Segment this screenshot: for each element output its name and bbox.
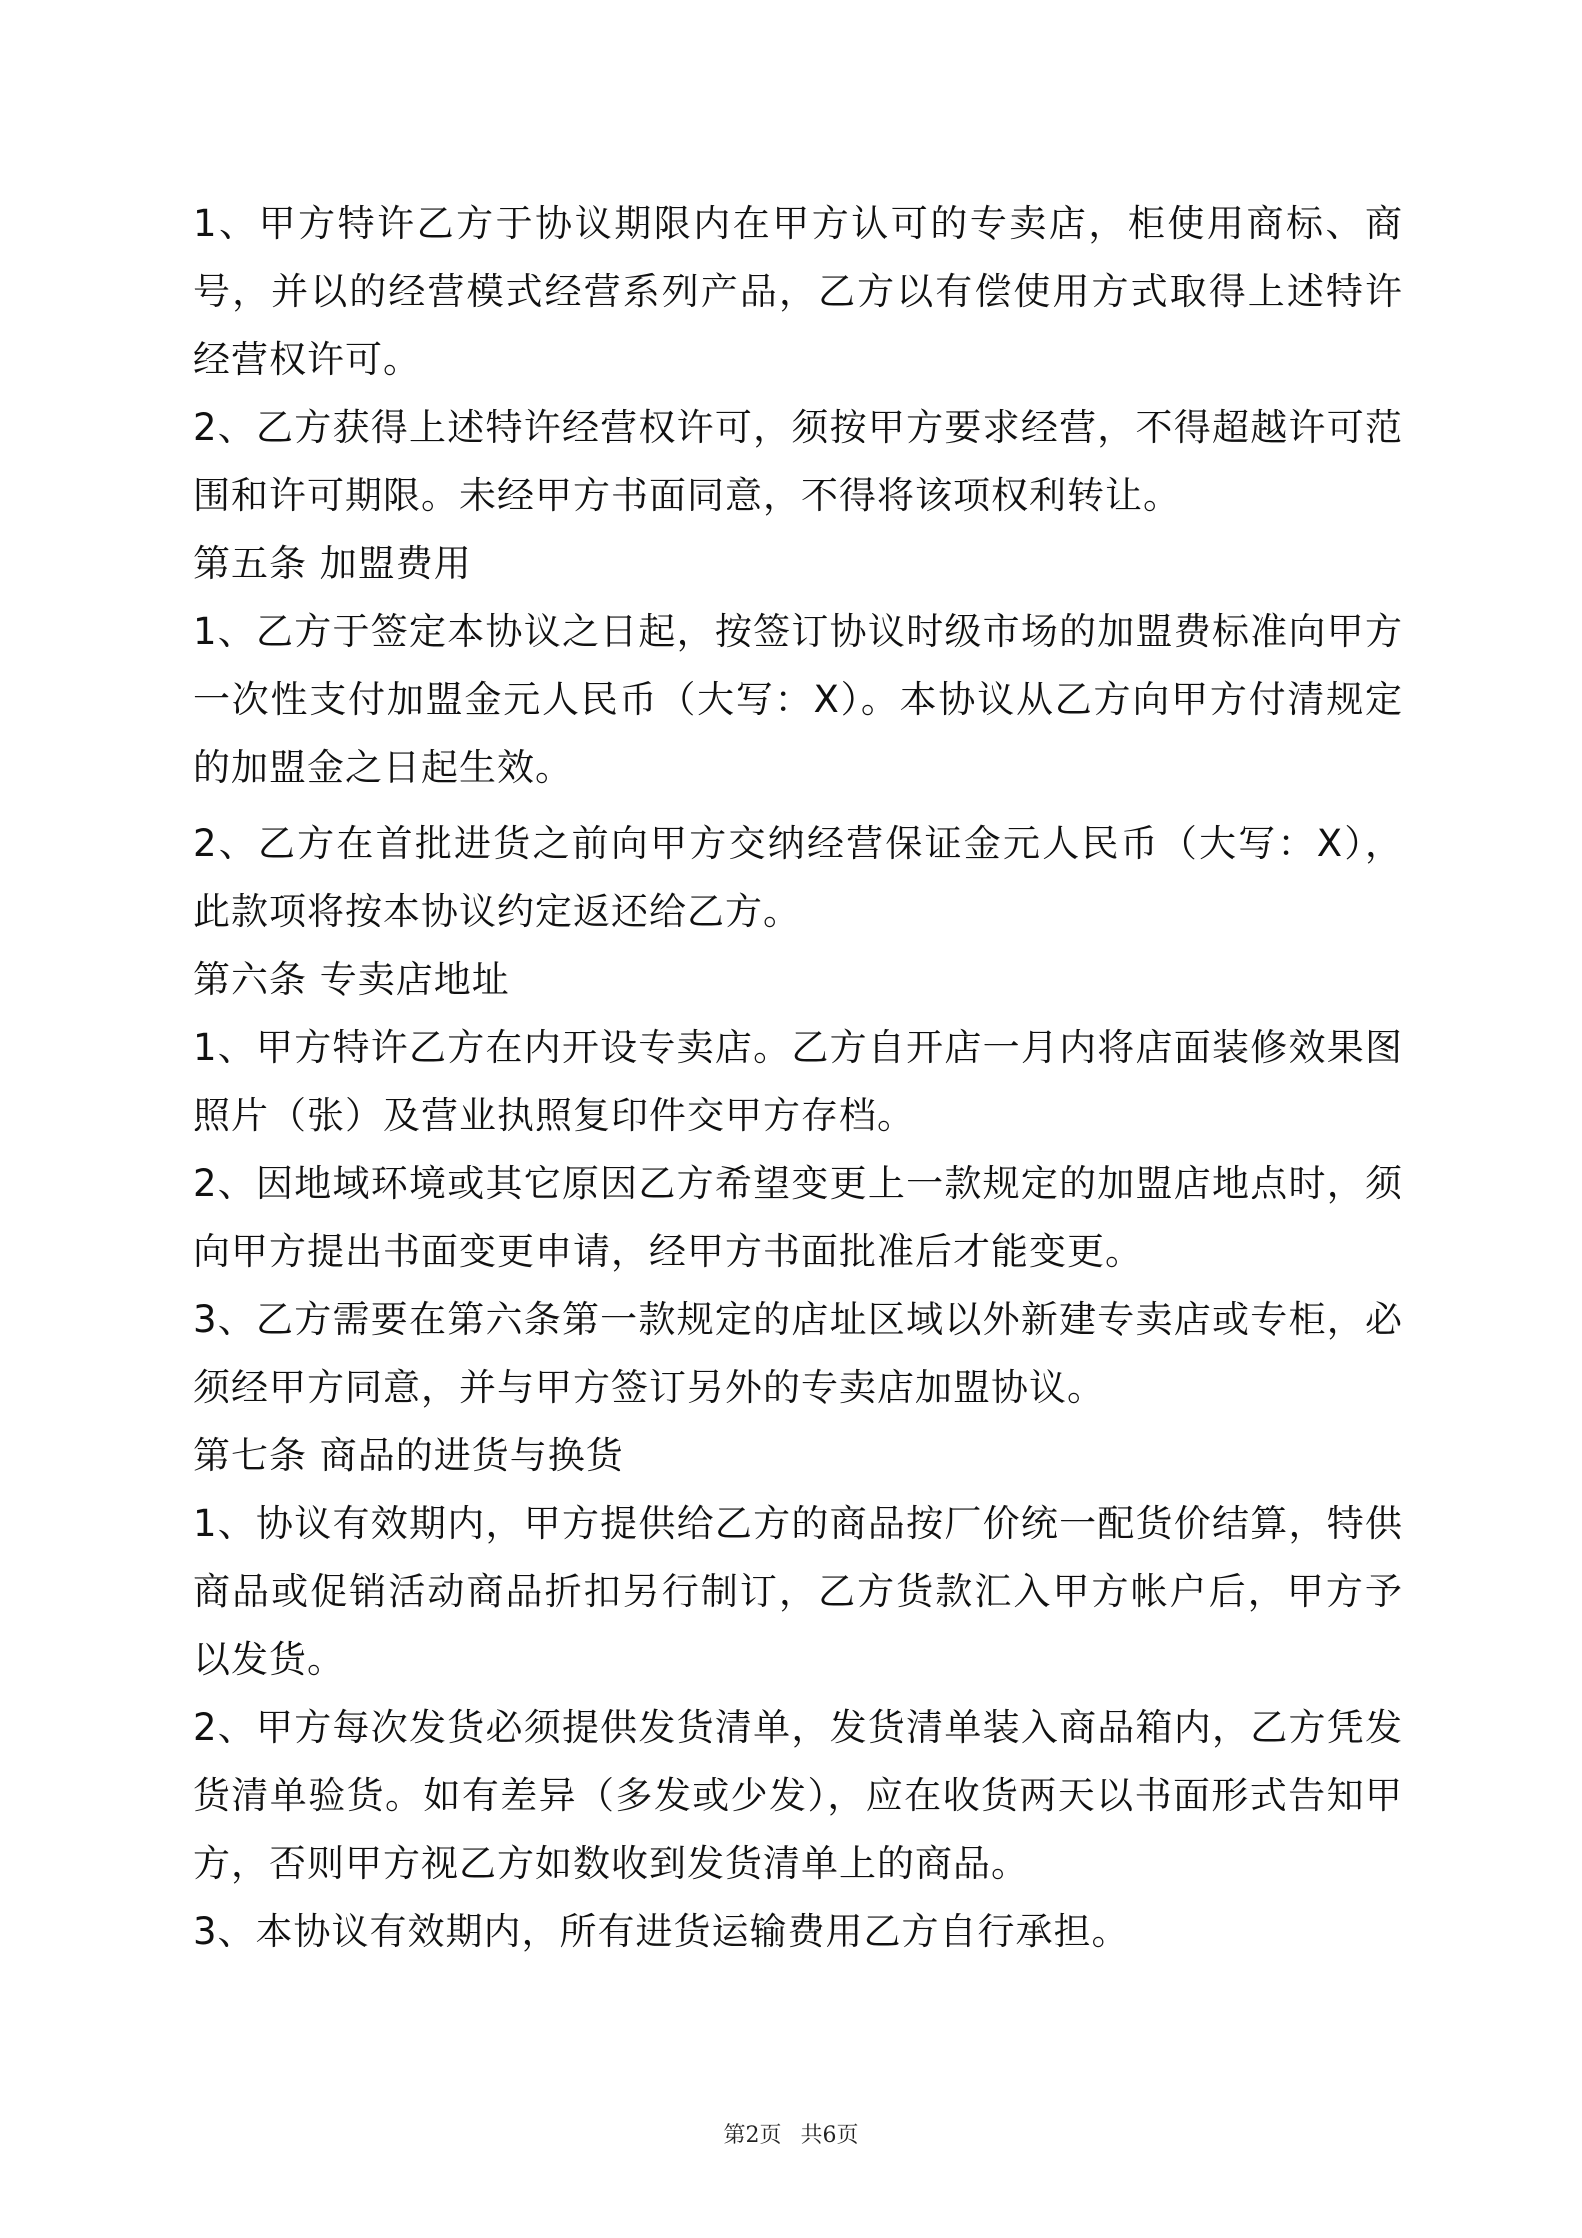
clause-paragraph: 2、乙方获得上述特许经营权许可，须按甲方要求经营，不得超越许可范围和许可期限。未经甲方书面同意，不得将该项权利转让。 xyxy=(193,406,1403,517)
clause-paragraph: 2、甲方每次发货必须提供发货清单，发货清单装入商品箱内，乙方凭发货清单验货。如有差异（多发或少发），应在收货两天以书面形式告知甲方，否则甲方视乙方如数收到发货清单上的商品。 xyxy=(193,1706,1403,1885)
clause-paragraph: 2、乙方在首批进货之前向甲方交纳经营保证金元人民币（大写：X），此款项将按本协议约定返还给乙方。 xyxy=(193,822,1403,933)
clause-paragraph: 1、甲方特许乙方在内开设专卖店。乙方自开店一月内将店面装修效果图照片（张）及营业执照复印件交甲方存档。 xyxy=(193,1026,1403,1137)
clause-paragraph: 2、因地域环境或其它原因乙方希望变更上一款规定的加盟店地点时，须向甲方提出书面变更申请，经甲方书面批准后才能变更。 xyxy=(193,1162,1403,1273)
article-heading-5: 第五条 加盟费用 xyxy=(193,542,472,585)
article-heading-7: 第七条 商品的进货与换货 xyxy=(193,1434,624,1477)
article-heading-6: 第六条 专卖店地址 xyxy=(193,958,510,1001)
page-footer xyxy=(0,2118,1582,2149)
clause-paragraph: 1、甲方特许乙方于协议期限内在甲方认可的专卖店，柜使用商标、商号，并以的经营模式经营系列产品，乙方以有偿使用方式取得上述特许经营权许可。 xyxy=(193,202,1403,381)
clause-paragraph: 3、本协议有效期内，所有进货运输费用乙方自行承担。 xyxy=(193,1910,1130,1953)
page-total: 共6页 xyxy=(800,2123,859,2148)
clause-paragraph: 3、乙方需要在第六条第一款规定的店址区域以外新建专卖店或专柜，必须经甲方同意，并与甲方签订另外的专卖店加盟协议。 xyxy=(193,1298,1403,1409)
page-number: 第2页 xyxy=(723,2123,782,2148)
document-body xyxy=(193,190,1403,1966)
clause-paragraph: 1、协议有效期内，甲方提供给乙方的商品按厂价统一配货价结算，特供商品或促销活动商品折扣另行制订，乙方货款汇入甲方帐户后，甲方予以发货。 xyxy=(193,1502,1403,1681)
clause-paragraph: 1、乙方于签定本协议之日起，按签订协议时级市场的加盟费标准向甲方一次性支付加盟金元人民币（大写：X）。本协议从乙方向甲方付清规定的加盟金之日起生效。 xyxy=(193,610,1403,789)
